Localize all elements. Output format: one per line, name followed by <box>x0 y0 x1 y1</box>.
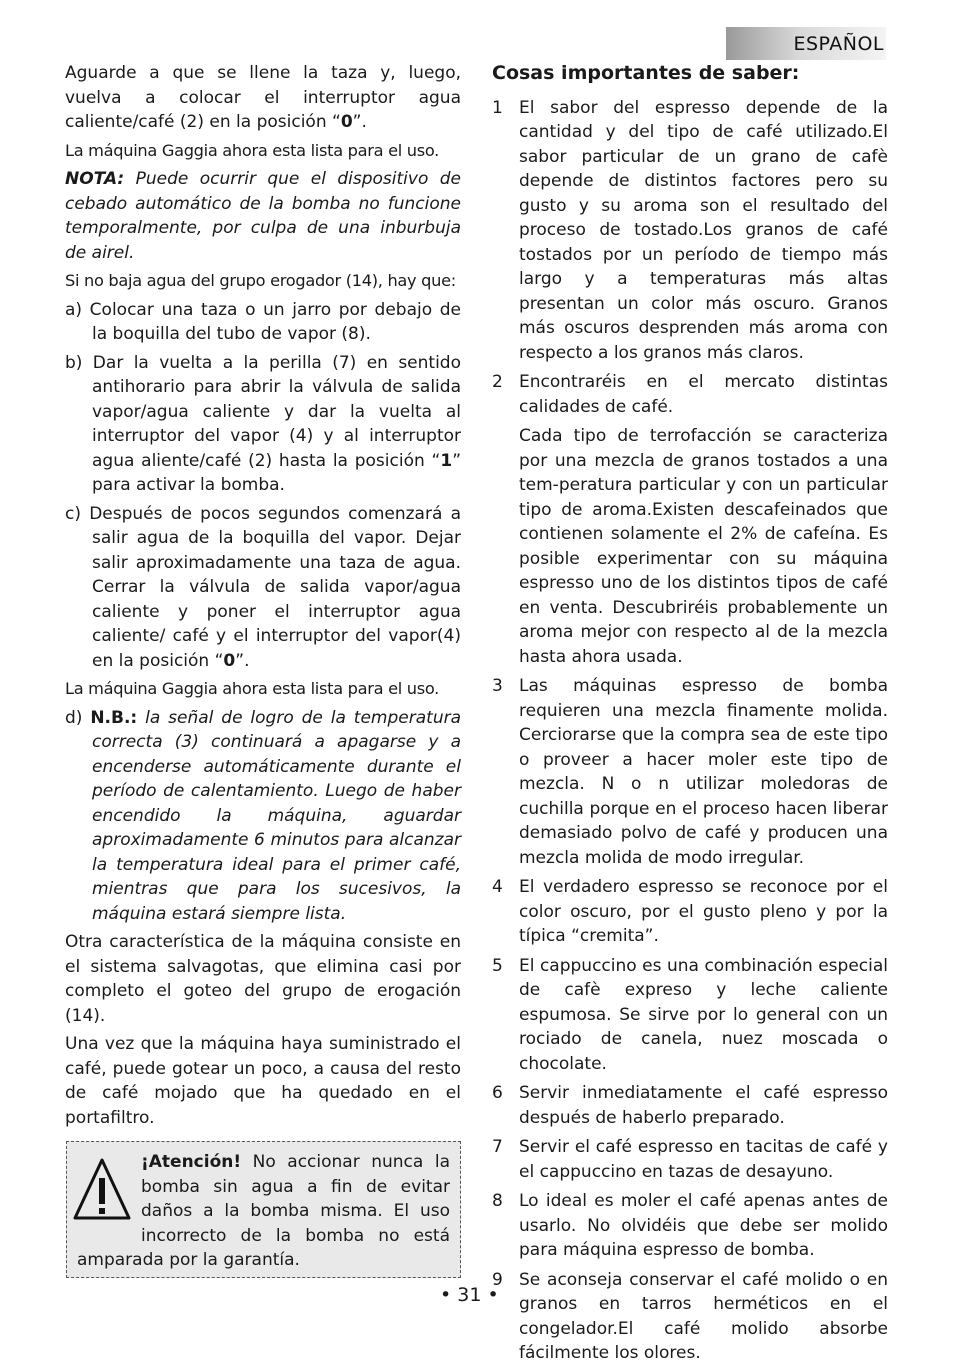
list-item: 7 Servir el café espresso en tacitas de café y el cappuccino en tazas de desayuno. <box>492 1137 888 1182</box>
paragraph-ready-2: La máquina Gaggia ahora esta lista para el uso. <box>65 679 440 698</box>
list-item: 1 El sabor del espresso depende de la cantidad y del tipo de café utilizado.El sabor particular de un grano de cafè depende de distintos factores pero su gusto y su aroma son el resultado del proceso de tostado.Los granos de café tostados por un período de tiempo más largo y a temperaturas más altas presentan un color más oscuro. Granos más oscuros desprenden más aroma con respecto a los granos más claros. <box>492 97 888 363</box>
step-c: c) Después de pocos segundos comenzará a salir agua de la boquilla del vapor. Dejar salir aproximadamente una taza de agua. Cerrar la válvula de salida vapor/agua caliente y poner el interruptor agua caliente/ café y el interruptor del vapor(4) en la posición “0”. <box>65 503 461 671</box>
list-item: 4 El verdadero espresso se reconoce por el color oscuro, por el gusto pleno y por la típica “cremita”. <box>492 877 888 946</box>
list-item: 8 Lo ideal es moler el café apenas antes de usarlo. No olvidéis que debe ser molido para máquina espresso de bomba. <box>492 1191 888 1260</box>
page-number: • 31 • <box>440 1284 499 1306</box>
step-a: a) Colocar una taza o un jarro por debajo de la boquilla del tubo de vapor (8). <box>65 299 461 344</box>
section-heading: Cosas importantes de saber: <box>492 62 800 84</box>
warning-label: ¡Atención! <box>141 1152 242 1172</box>
language-label: ESPAÑOL <box>793 32 884 55</box>
warning-box <box>66 1141 461 1278</box>
list-item: 9 Se aconseja conservar el café molido o en granos en tarros herméticos en el congelador.El café molido absorbe fácilmente los olores. <box>492 1269 888 1363</box>
left-column <box>65 61 461 1134</box>
paragraph-no-water: Si no baja agua del grupo erogador (14), hay que: <box>65 271 456 290</box>
list-item: 3 Las máquinas espresso de bomba requieren una mezcla finamente molida. Cerciorarse que la compra sea de este tipo o proveer a hacer moler este tipo de mezcla. N o n utilizar moledoras de cuchilla porque en el proceso hacen liberar demasiado polvo de café y producen una mezcla molida de modo irregular. <box>492 676 888 868</box>
warning-triangle-icon <box>71 1156 133 1226</box>
right-column <box>492 61 888 1371</box>
list-item: 6 Servir inmediatamente el café espresso después de haberlo preparado. <box>492 1083 888 1128</box>
list-item: 2 Encontraréis en el mercato distintas calidades de café. <box>492 372 888 417</box>
paragraph-drip-system: Otra característica de la máquina consiste en el sistema salvagotas, que elimina casi por completo el goteo del grupo de erogación (14). <box>65 932 461 1026</box>
paragraph-ready-1: La máquina Gaggia ahora esta lista para el uso. <box>65 140 440 160</box>
list-item-subparagraph: Cada tipo de terrofacción se caracteriza por una mezcla de granos tostados a una tem-peratura particular y con un particular tipo de aroma.Existen descafeinados que contienen solamente el 2% de cafeína. Es posible experimentar con su máquina espresso uno de los distintos tipos de café en venta. Descubriréis probablemente un aroma mejor con respecto al de la mezcla hasta ahora usada. <box>519 426 888 667</box>
paragraph-fill-cup: Aguarde a que se llene la taza y, luego, vuelva a colocar el interruptor agua caliente/café (2) en la posición “0”. <box>65 63 461 132</box>
step-d: d) N.B.: la señal de logro de la temperatura correcta (3) continuará a apagarse y a encenderse automáticamente durante el período de calentamiento. Luego de haber encendido la máquina, aguardar aproximadamente 6 minutos para alcanzar la temperatura ideal para el primer café, mientras que para los sucesivos, la máquina estará siempre lista. <box>65 707 461 924</box>
step-b: b) Dar la vuelta a la perilla (7) en sentido antihorario para abrir la válvula de salida vapor/agua caliente y dar la vuelta al interruptor del vapor (4) y al interruptor agua aliente/café (2) hasta la posición “1” para activar la bomba. <box>65 352 461 495</box>
paragraph-drip-residue: Una vez que la máquina haya suministrado el café, puede gotear un poco, a causa del resto de café mojado que ha quedado en el portafiltro. <box>65 1034 461 1128</box>
warning-text: No accionar nunca la bomba sin agua a fin de evitar daños a la bomba misma. El uso incorrecto de la bomba no está amparada por la garantía. <box>77 1152 450 1270</box>
language-tab <box>726 27 886 60</box>
list-item: 5 El cappuccino es una combinación especial de cafè expreso y leche caliente espumosa. Se sirve por lo general con un rociado de canela, nuez moscada o chocolate. <box>492 955 888 1074</box>
note-paragraph: NOTA: Puede ocurrir que el dispositivo de cebado automático de la bomba no funcione temporalmente, por culpa de una inburbuja de airel. <box>65 169 461 263</box>
